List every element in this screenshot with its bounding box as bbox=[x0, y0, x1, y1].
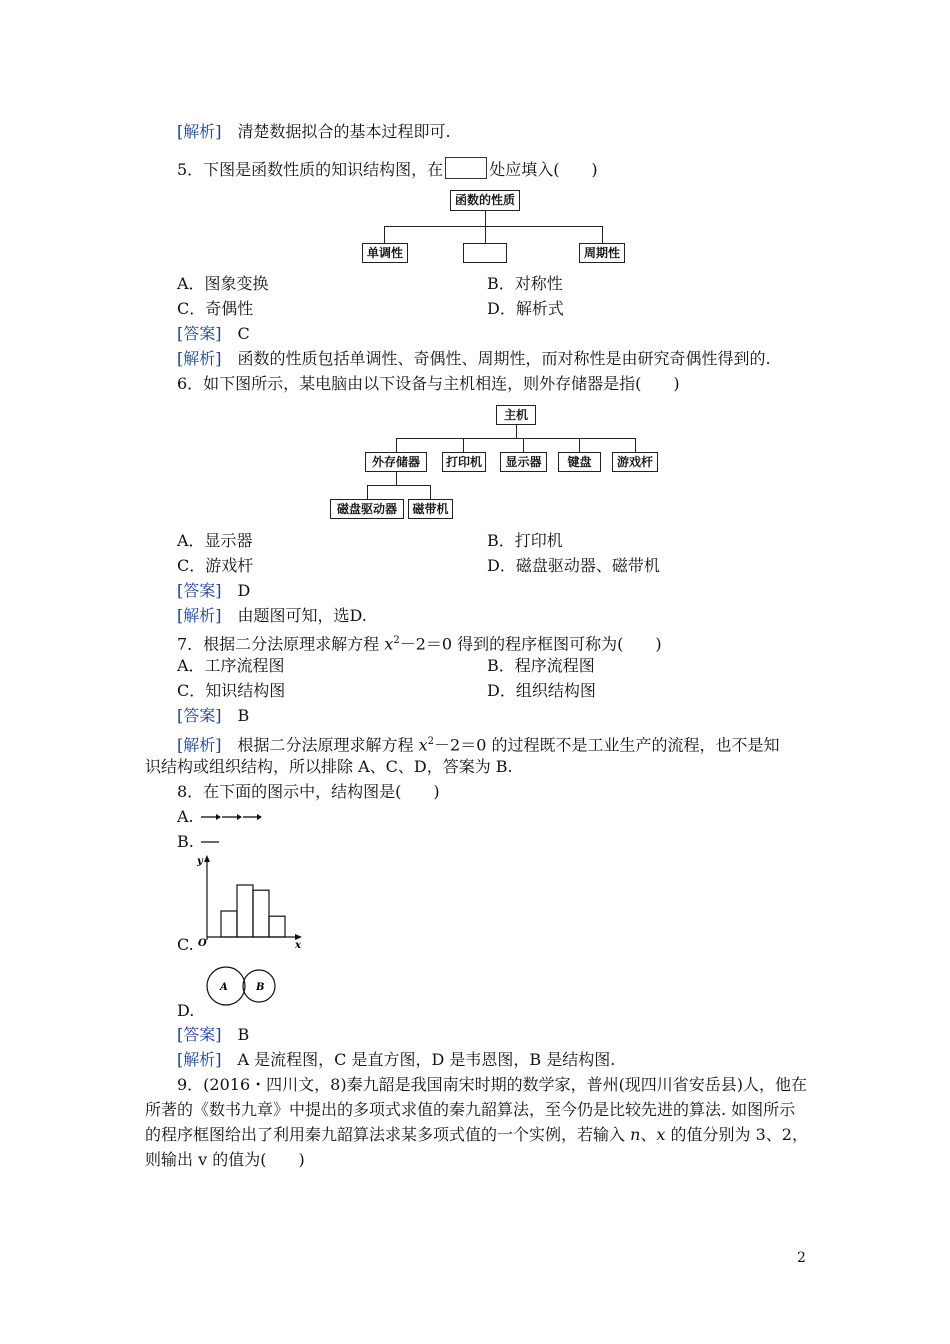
q9-line3-pre: 的程序框图给出了利用秦九韶算法求某多项式值的一个实例，若输入 bbox=[145, 1125, 631, 1144]
connector bbox=[367, 485, 368, 499]
answer-tag: [答案] bbox=[177, 581, 222, 600]
answer-tag: [答案] bbox=[177, 706, 222, 725]
q5-stem-pre: 5．下图是函数性质的知识结构图，在 bbox=[177, 160, 444, 179]
connector bbox=[485, 211, 486, 226]
histogram-figure bbox=[195, 852, 310, 952]
arrows-icon bbox=[199, 810, 263, 824]
origin-label: O bbox=[198, 938, 207, 949]
q7-stem-post: －2＝0 得到的程序框图可称为( ) bbox=[399, 634, 662, 654]
q5-stem bbox=[177, 157, 598, 181]
q5-option-a: A．图象变换 bbox=[177, 274, 269, 293]
connector bbox=[579, 438, 580, 452]
answer-value: B bbox=[237, 706, 250, 725]
dash-icon bbox=[199, 835, 221, 849]
q5-stem-post: 处应填入( ) bbox=[489, 160, 598, 179]
connector bbox=[367, 485, 430, 486]
q7-option-c: C．知识结构图 bbox=[177, 681, 286, 700]
connector bbox=[635, 438, 636, 452]
connector bbox=[463, 438, 464, 452]
q6-option-b: B．打印机 bbox=[487, 531, 563, 550]
analysis-text: 清楚数据拟合的基本过程即可. bbox=[237, 122, 451, 141]
connector bbox=[430, 485, 431, 499]
q9-line3-post: 的值分别为 3、2， bbox=[665, 1125, 808, 1144]
analysis-tag: [解析] bbox=[177, 349, 222, 368]
venn-label-b: B bbox=[256, 982, 265, 993]
q5-right-box: 周期性 bbox=[579, 243, 625, 263]
answer-tag: [答案] bbox=[177, 1025, 222, 1044]
histogram-bar bbox=[253, 890, 269, 937]
q6-stem: 6．如下图所示，某电脑由以下设备与主机相连，则外存储器是指( ) bbox=[177, 374, 680, 393]
connector bbox=[384, 226, 385, 243]
q7-answer bbox=[177, 705, 249, 727]
q6-answer bbox=[177, 580, 250, 602]
page-number: 2 bbox=[797, 1250, 806, 1266]
q7-option-b: B．程序流程图 bbox=[487, 656, 595, 675]
variable-x: x bbox=[656, 1125, 666, 1144]
q6-child-box: 外存储器 bbox=[365, 452, 427, 472]
connector bbox=[523, 438, 524, 452]
q7-analysis-line2: 识结构或组织结构，所以排除 A、C、D，答案为 B. bbox=[145, 757, 513, 776]
answer-value: D bbox=[237, 581, 251, 600]
q9-line1: 9．(2016・四川文，8)秦九韶是我国南宋时期的数学家，普州(现四川省安岳县)人，他在 bbox=[177, 1075, 808, 1094]
analysis-pre: 根据二分法原理求解方程 bbox=[237, 735, 419, 755]
q5-blank-box bbox=[463, 243, 507, 263]
q9-line3 bbox=[145, 1124, 808, 1146]
venn-label-a: A bbox=[220, 982, 228, 993]
variable-n: n bbox=[630, 1125, 641, 1144]
q4-analysis bbox=[177, 121, 451, 143]
venn-diagram-figure bbox=[204, 963, 280, 1009]
connector bbox=[396, 438, 397, 452]
connector bbox=[396, 438, 635, 439]
q6-analysis bbox=[177, 605, 367, 627]
q6-sub-box: 磁带机 bbox=[408, 499, 453, 519]
analysis-tag: [解析] bbox=[177, 1050, 222, 1069]
x-axis-label: x bbox=[295, 940, 301, 951]
q6-sub-box: 磁盘驱动器 bbox=[330, 499, 404, 519]
q7-option-a: A．工序流程图 bbox=[177, 656, 285, 675]
q8-stem: 8．在下面的图示中，结构图是( ) bbox=[177, 782, 440, 801]
analysis-tag: [解析] bbox=[177, 122, 222, 141]
answer-tag: [答案] bbox=[177, 324, 222, 343]
q5-option-b: B．对称性 bbox=[487, 274, 563, 293]
connector bbox=[516, 425, 517, 438]
histogram-bar bbox=[237, 885, 253, 937]
analysis-tag: [解析] bbox=[177, 606, 222, 625]
q7-stem bbox=[177, 630, 662, 655]
option-label: A. bbox=[177, 807, 194, 826]
q8-option-d: D. bbox=[177, 1001, 195, 1020]
connector bbox=[485, 226, 486, 243]
q8-answer bbox=[177, 1024, 249, 1046]
blank-box-symbol bbox=[445, 157, 487, 179]
analysis-tag: [解析] bbox=[177, 735, 222, 755]
connector bbox=[602, 226, 603, 243]
q5-option-d: D．解析式 bbox=[487, 299, 564, 318]
q5-root-box: 函数的性质 bbox=[450, 190, 520, 211]
histogram-bar bbox=[221, 911, 237, 937]
q6-child-box: 显示器 bbox=[500, 452, 547, 472]
q9-line4: 则输出 v 的值为( ) bbox=[145, 1150, 305, 1169]
q6-child-box: 游戏杆 bbox=[612, 452, 658, 472]
analysis-text: 由题图可知，选D. bbox=[237, 606, 367, 625]
q9-line2: 所著的《数书九章》中提出的多项式求值的秦九韶算法，至今仍是比较先进的算法. 如图所示 bbox=[145, 1100, 796, 1119]
connector bbox=[384, 226, 602, 227]
variable-x: x bbox=[384, 634, 394, 654]
histogram-bar bbox=[269, 916, 285, 937]
q7-analysis bbox=[177, 731, 779, 756]
q5-left-box: 单调性 bbox=[362, 243, 408, 263]
separator: 、 bbox=[640, 1125, 657, 1144]
q8-analysis bbox=[177, 1049, 615, 1071]
q6-child-box: 键盘 bbox=[558, 452, 601, 472]
q6-option-a: A．显示器 bbox=[177, 531, 253, 550]
y-axis-label: y bbox=[197, 856, 203, 867]
y-axis-arrow bbox=[204, 855, 210, 862]
q6-option-c: C．游戏杆 bbox=[177, 556, 254, 575]
option-label: B. bbox=[177, 832, 194, 851]
q6-root-box: 主机 bbox=[496, 405, 536, 425]
q7-option-d: D．组织结构图 bbox=[487, 681, 596, 700]
q7-stem-pre: 7．根据二分法原理求解方程 bbox=[177, 634, 385, 654]
answer-value: B bbox=[237, 1025, 250, 1044]
q6-option-d: D．磁盘驱动器、磁带机 bbox=[487, 556, 660, 575]
analysis-text: 函数的性质包括单调性、奇偶性、周期性，而对称性是由研究奇偶性得到的. bbox=[237, 349, 771, 368]
analysis-text: A 是流程图，C 是直方图，D 是韦恩图，B 是结构图. bbox=[237, 1050, 616, 1069]
answer-value: C bbox=[237, 324, 250, 343]
q6-child-box: 打印机 bbox=[442, 452, 486, 472]
exponent: 2 bbox=[427, 736, 435, 747]
q8-option-c: C. bbox=[177, 935, 194, 954]
exponent: 2 bbox=[393, 635, 400, 646]
q5-answer bbox=[177, 323, 250, 345]
analysis-post: －2＝0 的过程既不是工业生产的流程，也不是知 bbox=[434, 735, 780, 755]
q5-analysis bbox=[177, 348, 771, 370]
q8-option-a bbox=[177, 806, 263, 828]
connector bbox=[396, 472, 397, 485]
variable-x: x bbox=[418, 735, 428, 755]
q8-option-b bbox=[177, 831, 221, 853]
q5-option-c: C．奇偶性 bbox=[177, 299, 254, 318]
